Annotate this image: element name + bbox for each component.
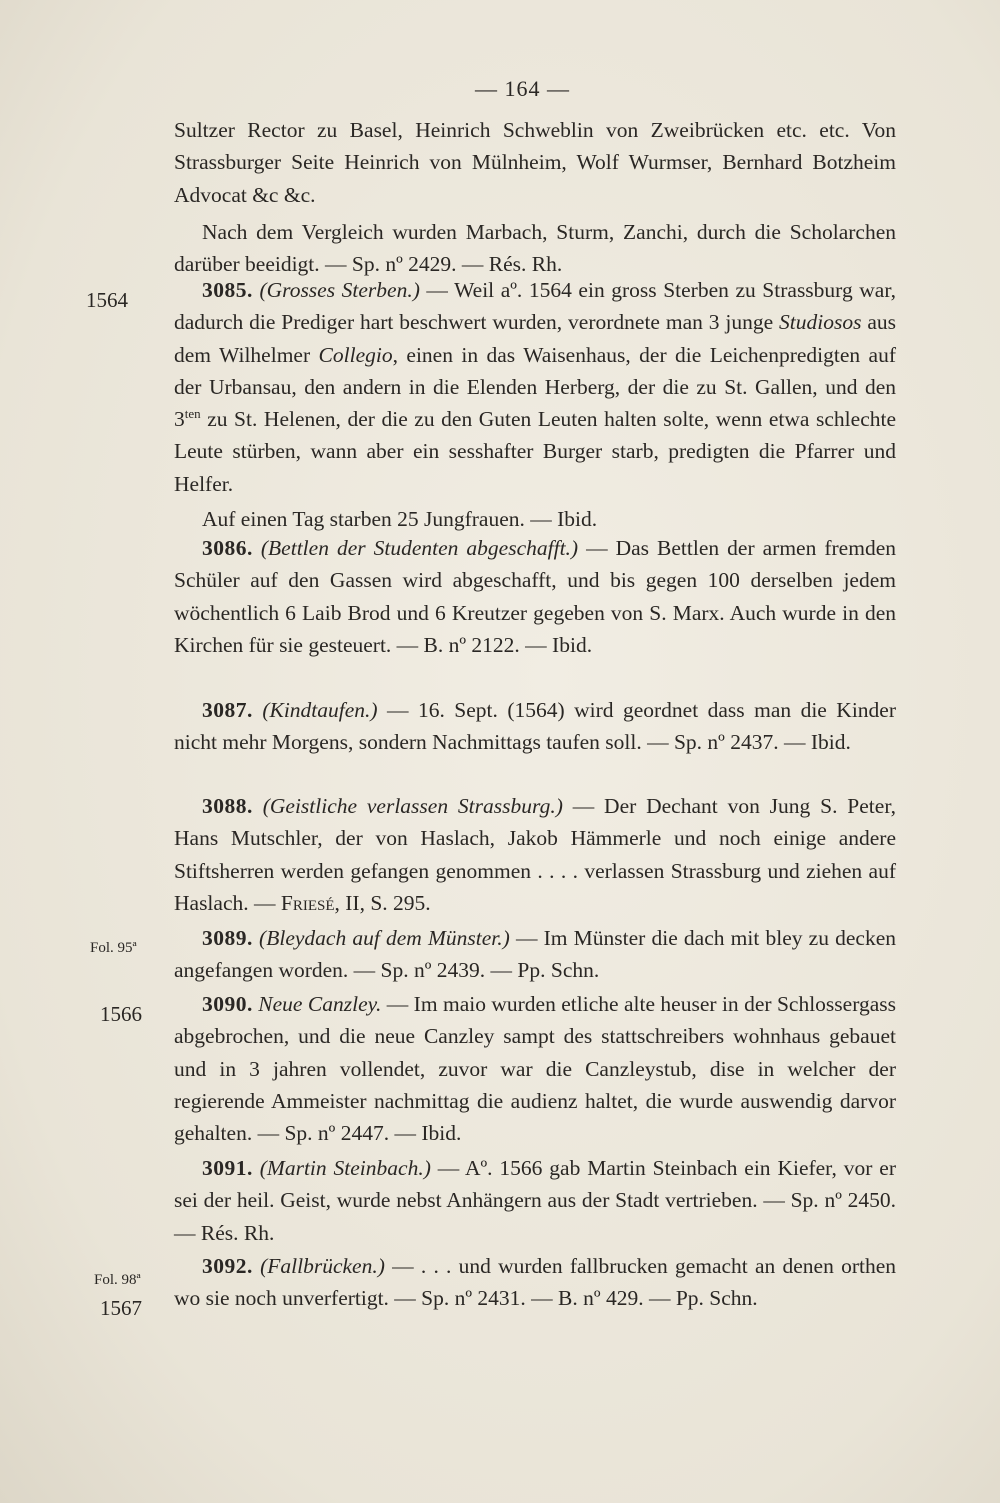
margin-year-1566: 1566 [100, 1002, 142, 1026]
entry-3087-paragraph [174, 694, 896, 759]
intro-block [174, 114, 896, 280]
entry-3086-paragraph [174, 532, 896, 661]
entry-3088 [174, 790, 896, 919]
entry-title: (Geistliche verlassen Strassburg.) [262, 794, 563, 818]
entry-text: — Aº. 1566 gab Martin Steinbach ein Kiefer, vor er sei der heil. Geist, wurde nebst Anhängern aus der Stadt vertrieben. — Sp. nº 2450. — Rés. Rh. [174, 1156, 896, 1245]
entry-3085 [174, 274, 896, 535]
entry-title: (Fallbrücken.) [260, 1254, 385, 1278]
entry-3089 [174, 922, 896, 987]
entry-text: , einen in das Waisenhaus, der die Leichenpredigten auf der Urbansau, den andern in die Elenden Herberg, der die zu St. Gallen, und den 3 [174, 342, 897, 432]
entry-text: — Weil aº. 1564 ein gross Sterben zu Strassburg war, dadurch die Prediger hart beschwert wurden, verordnete man 3 junge [174, 278, 896, 335]
entry-3089-paragraph [174, 922, 896, 987]
margin-folio-95a: Fol. 95ª [90, 940, 137, 956]
entry-title: (Bettlen der Studenten abgeschafft.) [260, 536, 579, 560]
entry-title: (Grosses Sterben.) [259, 278, 420, 302]
entry-number: 3085. [202, 278, 253, 302]
entry-number: 3087. [202, 698, 253, 722]
entry-3091-paragraph [174, 1152, 896, 1249]
entry-title: (Kindtaufen.) [262, 698, 378, 722]
entry-title: (Martin Steinbach.) [259, 1156, 431, 1180]
intro-paragraph-1: Sultzer Rector zu Basel, Heinrich Schweblin von Zweibrücken etc. etc. Von Strassburger Seite Heinrich von Mülnheim, Wolf Wurmser, Bernhard Botzheim Advocat &c &c. [174, 118, 896, 207]
entry-title: (Bleydach auf dem Münster.) [259, 926, 510, 950]
entry-text: — . . . und wurden fallbrucken gemacht an denen orthen wo sie noch unverfertigt. — Sp. nº 2431. — B. nº 429. — Pp. Schn. [174, 1254, 896, 1311]
page-number: — 164 — [475, 76, 570, 101]
entry-3092-paragraph [174, 1250, 896, 1315]
entry-text: zu St. Helenen, der die zu den Guten Leuten halten solte, wenn etwa schlechte Leute stürben, wann aber ein sesshafter Burger starb, predigten die Pfarrer und Helfer. [174, 407, 896, 496]
entry-3090 [174, 988, 896, 1149]
margin-year-1567: 1567 [100, 1296, 142, 1320]
entry-3091 [174, 1152, 896, 1249]
entry-text: , II, S. 295. [334, 890, 431, 915]
entry-title: Neue Canzley. [258, 992, 382, 1016]
entry-3087 [174, 694, 896, 759]
entry-text: — 16. Sept. (1564) wird geordnet dass man die Kinder nicht mehr Morgens, sondern Nachmittags taufen soll. — Sp. nº 2437. — Ibid. [174, 698, 896, 755]
entry-3085-paragraph-2: Auf einen Tag starben 25 Jungfrauen. — Ibid. [202, 507, 598, 532]
entry-number: 3088. [202, 794, 253, 818]
entry-3092 [174, 1250, 896, 1315]
margin-folio-98a: Fol. 98ª [94, 1272, 141, 1288]
entry-3088-paragraph [174, 790, 896, 919]
intro-paragraph-2: Nach dem Vergleich wurden Marbach, Sturm, Zanchi, durch die Scholarchen darüber beeidigt. — Sp. nº 2429. — Rés. Rh. [174, 219, 896, 277]
entry-text: aus dem Wilhelmer [174, 310, 896, 367]
entry-text: — Im Münster die dach mit bley zu decken angefangen worden. — Sp. nº 2439. — Pp. Schn. [174, 926, 897, 983]
entry-number: 3090. [202, 992, 253, 1016]
margin-year-1564: 1564 [86, 288, 128, 312]
entry-3090-paragraph [174, 988, 896, 1149]
entry-text-italic: Studiosos [779, 310, 862, 335]
superscript: ten [184, 406, 201, 422]
entry-number: 3089. [202, 926, 253, 950]
entry-text: — Der Dechant von Jung S. Peter, Hans Mutschler, der von Haslach, Jakob Hämmerle und noch einige andere Stiftsherren werden gefangen genommen . . . . verlassen Strassburg und ziehen auf Haslach. — [174, 794, 896, 915]
entry-3085-paragraph [174, 274, 896, 500]
entry-text: — Im maio wurden etliche alte heuser in der Schlossergass abgebrochen, und die neue Canzley sampt des stattschreibers wohnhaus gebauet und in 3 jahren vollendet, zuvor war die Canzleystub, dise in welcher der regierende Ammeister nachmittag die audienz haltet, die wurde auswendig darvor gehalten. — Sp. nº 2447. — Ibid. [174, 992, 896, 1146]
entry-number: 3086. [202, 536, 253, 560]
entry-3086 [174, 532, 896, 661]
entry-text-italic: Collegio [318, 342, 393, 367]
entry-number: 3091. [202, 1156, 253, 1180]
source-citation: Friesé [280, 890, 335, 915]
entry-number: 3092. [202, 1254, 253, 1278]
entry-text: — Das Bettlen der armen fremden Schüler auf den Gassen wird abgeschafft, und bis gegen 100 derselben jedem wöchentlich 6 Laib Brod und 6 Kreutzer gegeben von S. Marx. Auch wurde in den Kirchen für sie gesteuert. — B. nº 2122. — Ibid. [174, 536, 896, 657]
